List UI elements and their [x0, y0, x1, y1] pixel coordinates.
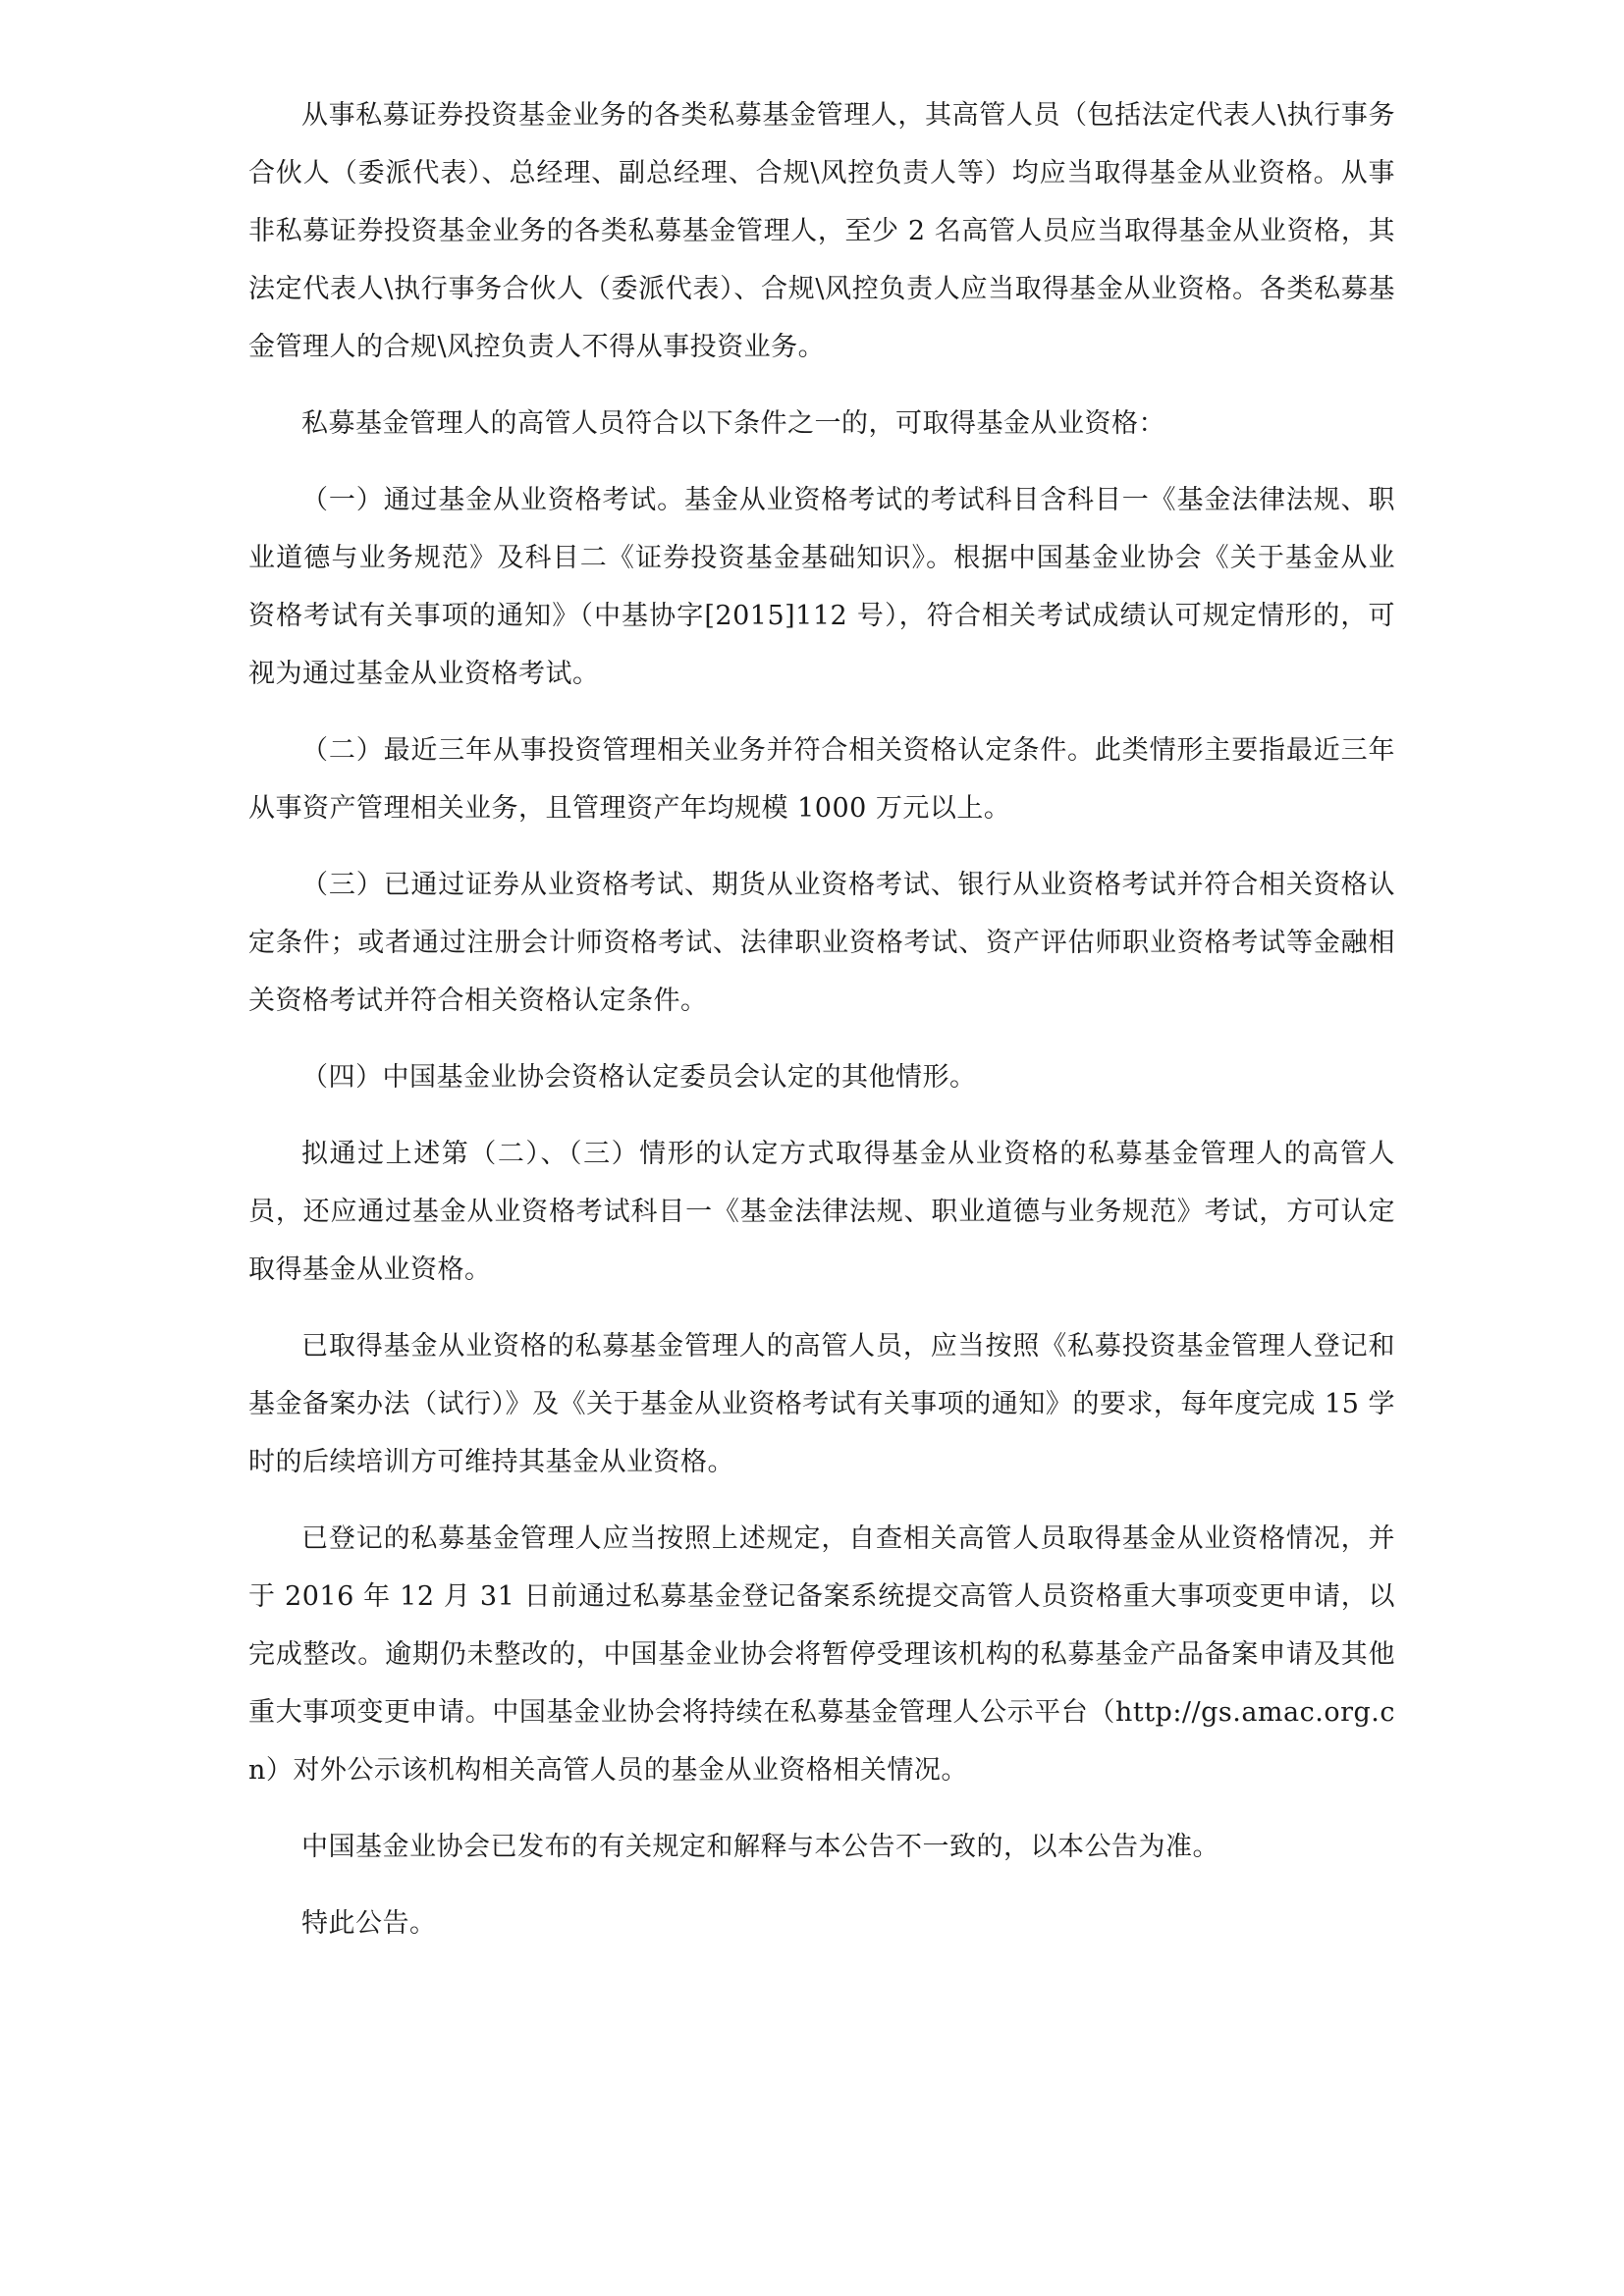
paragraph-condition-4: （四）中国基金业协会资格认定委员会认定的其他情形。	[301, 1062, 977, 1093]
paragraph-rectification-deadline: 已登记的私募基金管理人应当按照上述规定，自查相关高管人员取得基金从业资格情况，并于 2016 年 12 月 31 日前通过私募基金登记备案系统提交高管人员资格重大事项变更申请，以完成整改。逾期仍未整改的，中国基金业协会将暂停受理该机构的私募基金产品备案申请及其他重大事项变更申请。中国基金业协会将持续在私募基金管理人公示平台（http://gs.amac.org.cn）对外公示该机构相关高管人员的基金从业资格相关情况。	[248, 1523, 1395, 1786]
paragraph-continuing-training: 已取得基金从业资格的私募基金管理人的高管人员，应当按照《私募投资基金管理人登记和基金备案办法（试行）》及《关于基金从业资格考试有关事项的通知》的要求，每年度完成 15 学时的后续培训方可维持其基金从业资格。	[248, 1331, 1395, 1477]
document-body	[248, 86, 1395, 1952]
paragraph-senior-staff-requirements: 从事私募证券投资基金业务的各类私募基金管理人，其高管人员（包括法定代表人\执行事务合伙人（委派代表）、总经理、副总经理、合规\风控负责人等）均应当取得基金从业资格。从事非私募证券投资基金业务的各类私募基金管理人，至少 2 名高管人员应当取得基金从业资格，其法定代表人\执行事务合伙人（委派代表）、合规\风控负责人应当取得基金从业资格。各类私募基金管理人的合规\风控负责人不得从事投资业务。	[248, 100, 1395, 362]
paragraph-precedence: 中国基金业协会已发布的有关规定和解释与本公告不一致的，以本公告为准。	[301, 1832, 1219, 1862]
paragraph-closing: 特此公告。	[301, 1908, 437, 1939]
paragraph-condition-3: （三）已通过证券从业资格考试、期货从业资格考试、银行从业资格考试并符合相关资格认定条件；或者通过注册会计师资格考试、法律职业资格考试、资产评估师职业资格考试等金融相关资格考试并符合相关资格认定条件。	[248, 870, 1395, 1016]
paragraph-qualification-conditions-intro: 私募基金管理人的高管人员符合以下条件之一的，可取得基金从业资格：	[301, 408, 1165, 439]
paragraph-exam-subject-one: 拟通过上述第（二）、（三）情形的认定方式取得基金从业资格的私募基金管理人的高管人员，还应通过基金从业资格考试科目一《基金法律法规、职业道德与业务规范》考试，方可认定取得基金从业资格。	[248, 1139, 1395, 1285]
paragraph-condition-2: （二）最近三年从事投资管理相关业务并符合相关资格认定条件。此类情形主要指最近三年从事资产管理相关业务，且管理资产年均规模 1000 万元以上。	[248, 735, 1395, 824]
paragraph-condition-1: （一）通过基金从业资格考试。基金从业资格考试的考试科目含科目一《基金法律法规、职业道德与业务规范》及科目二《证券投资基金基础知识》。根据中国基金业协会《关于基金从业资格考试有关事项的通知》（中基协字[2015]112 号），符合相关考试成绩认可规定情形的，可视为通过基金从业资格考试。	[248, 485, 1395, 689]
